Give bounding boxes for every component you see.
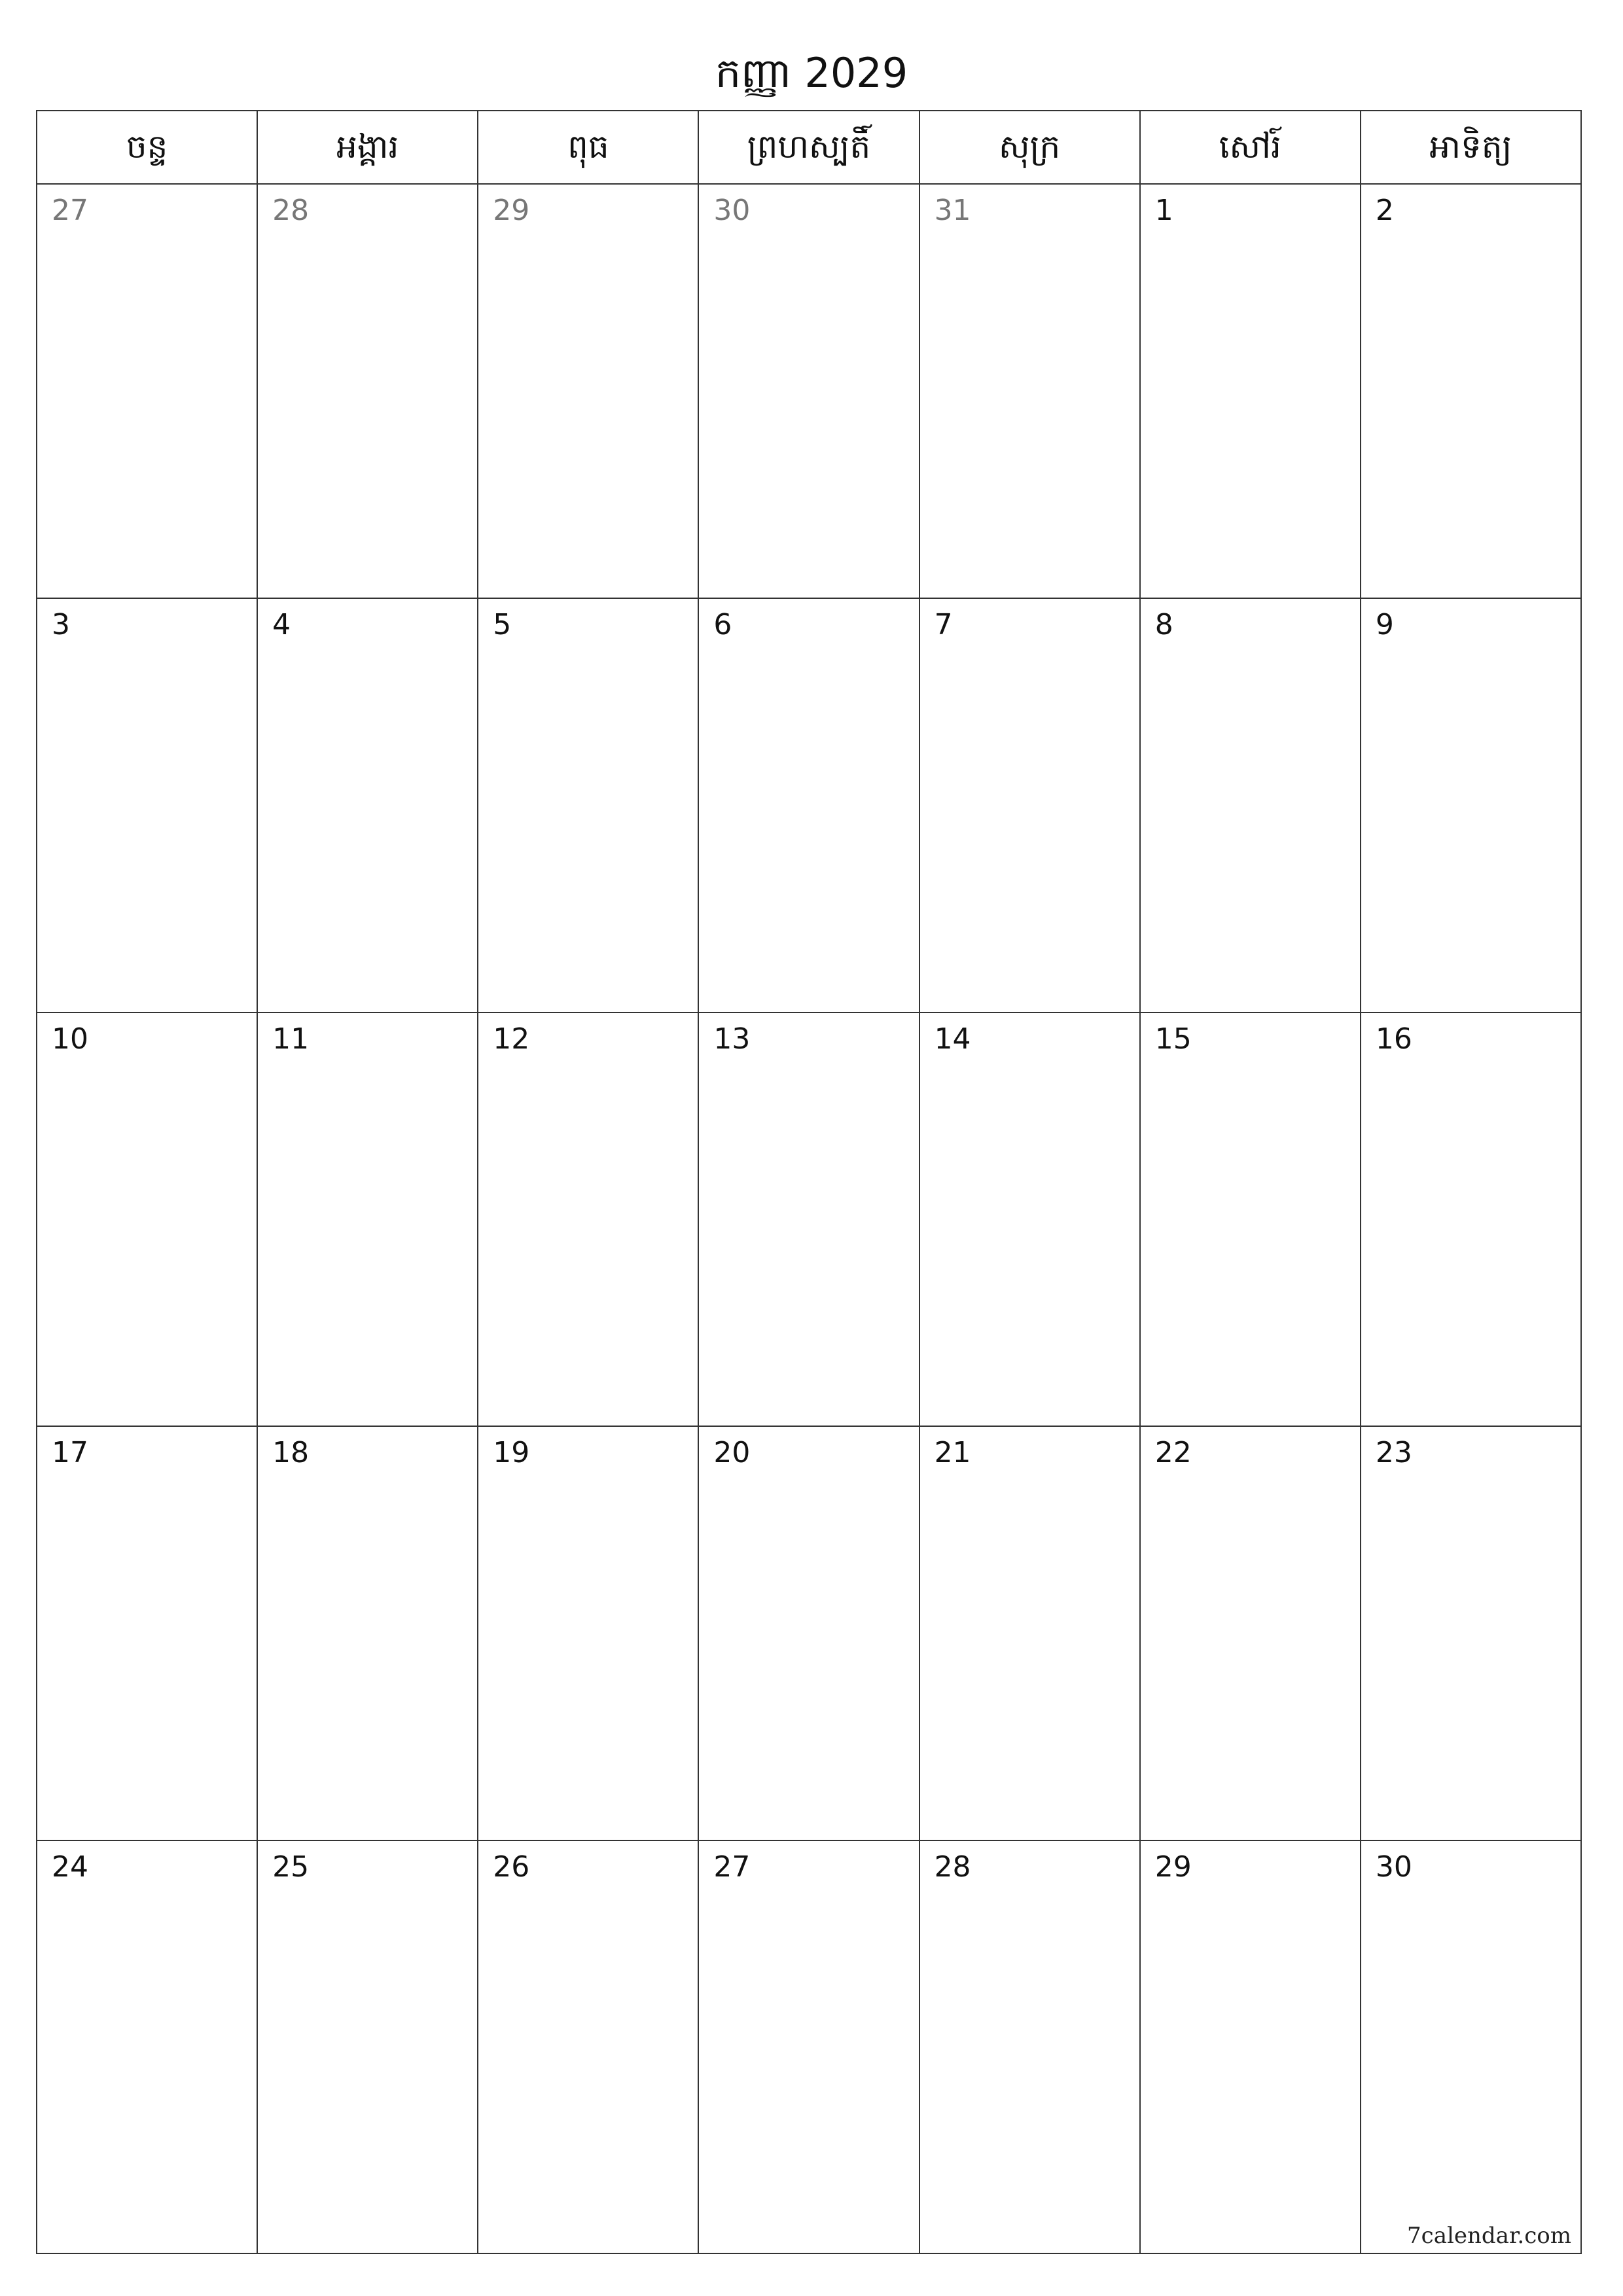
- week-row: [37, 1427, 1580, 1841]
- day-number: 14: [934, 1022, 971, 1056]
- day-cell[interactable]: [37, 599, 258, 1012]
- day-cell[interactable]: [699, 1013, 919, 1426]
- day-number: 9: [1375, 607, 1394, 641]
- day-cell[interactable]: [699, 599, 919, 1012]
- day-cell[interactable]: [258, 1427, 478, 1840]
- day-cell[interactable]: [920, 599, 1141, 1012]
- weekday-saturday: សៅរ៍: [1141, 111, 1361, 183]
- day-number: 28: [934, 1850, 971, 1884]
- day-cell[interactable]: [699, 1427, 919, 1840]
- weekday-wednesday: ពុធ: [478, 111, 699, 183]
- weekday-thursday: ព្រហស្បតិ៍: [699, 111, 919, 183]
- weekday-friday: សុក្រ: [920, 111, 1141, 183]
- day-number: 13: [713, 1022, 751, 1056]
- day-number: 6: [713, 607, 732, 641]
- day-cell[interactable]: [1141, 1427, 1361, 1840]
- day-number: 27: [713, 1850, 751, 1884]
- weekday-monday: ចន្ទ: [37, 111, 258, 183]
- weekday-sunday: អាទិត្យ: [1429, 128, 1512, 166]
- day-number: 23: [1375, 1436, 1412, 1470]
- day-number: 15: [1154, 1022, 1192, 1056]
- day-cell-other-month[interactable]: [37, 185, 258, 598]
- day-cell[interactable]: [1141, 185, 1361, 598]
- day-number: 30: [713, 194, 751, 227]
- weekday-tuesday: អង្គារ: [258, 111, 478, 183]
- day-cell-other-month[interactable]: [258, 185, 478, 598]
- day-cell[interactable]: [37, 1841, 258, 2254]
- calendar-title: កញ្ញា 2029: [715, 49, 908, 97]
- week-row: [37, 1013, 1580, 1427]
- day-number: 3: [52, 607, 70, 641]
- day-number: 18: [272, 1436, 310, 1470]
- week-row: [37, 599, 1580, 1013]
- day-number: 1: [1154, 194, 1173, 227]
- day-cell-other-month[interactable]: [478, 185, 699, 598]
- day-number: 8: [1154, 607, 1173, 641]
- day-number: 17: [52, 1436, 88, 1470]
- day-cell-other-month[interactable]: [699, 185, 919, 598]
- day-number: 12: [493, 1022, 530, 1056]
- day-number: 26: [493, 1850, 530, 1884]
- day-number: 10: [52, 1022, 88, 1056]
- day-number: 29: [1154, 1850, 1192, 1884]
- day-cell[interactable]: [920, 1013, 1141, 1426]
- day-number: 4: [272, 607, 291, 641]
- day-cell[interactable]: [258, 599, 478, 1012]
- day-number: 25: [272, 1850, 310, 1884]
- day-cell[interactable]: [1361, 1841, 1580, 2254]
- calendar-grid: [36, 110, 1582, 2254]
- day-cell[interactable]: [258, 1013, 478, 1426]
- day-cell[interactable]: [1361, 599, 1580, 1012]
- day-cell[interactable]: [1361, 185, 1580, 598]
- day-number: 7: [934, 607, 953, 641]
- weeks-container: [37, 185, 1580, 2254]
- day-cell[interactable]: [1141, 1013, 1361, 1426]
- day-number: 28: [272, 194, 310, 227]
- day-cell[interactable]: [478, 1427, 699, 1840]
- day-number: 19: [493, 1436, 530, 1470]
- day-number: 24: [52, 1850, 88, 1884]
- day-cell[interactable]: [920, 1841, 1141, 2254]
- day-number: 27: [52, 194, 88, 227]
- day-cell[interactable]: [258, 1841, 478, 2254]
- day-number: 22: [1154, 1436, 1192, 1470]
- day-number: 29: [493, 194, 530, 227]
- day-cell[interactable]: [1361, 1013, 1580, 1426]
- day-cell[interactable]: [1141, 599, 1361, 1012]
- day-cell[interactable]: [478, 599, 699, 1012]
- day-cell[interactable]: [478, 1841, 699, 2254]
- day-cell[interactable]: [920, 1427, 1141, 1840]
- day-number: 21: [934, 1436, 971, 1470]
- day-number: 16: [1375, 1022, 1412, 1056]
- week-row: [37, 1841, 1580, 2254]
- weekday-header-row: [37, 111, 1580, 185]
- day-number: 5: [493, 607, 512, 641]
- day-cell[interactable]: [37, 1427, 258, 1840]
- day-number: 11: [272, 1022, 310, 1056]
- day-number: 20: [713, 1436, 751, 1470]
- day-cell-other-month[interactable]: [920, 185, 1141, 598]
- day-cell[interactable]: [478, 1013, 699, 1426]
- week-row: [37, 185, 1580, 599]
- day-cell[interactable]: [1361, 1427, 1580, 1840]
- day-cell[interactable]: [1141, 1841, 1361, 2254]
- day-number: 31: [934, 194, 971, 227]
- day-cell[interactable]: [37, 1013, 258, 1426]
- day-cell[interactable]: [699, 1841, 919, 2254]
- day-number: 30: [1375, 1850, 1412, 1884]
- day-number: 2: [1375, 194, 1394, 227]
- footer-brand: 7calendar.com: [1407, 2222, 1571, 2249]
